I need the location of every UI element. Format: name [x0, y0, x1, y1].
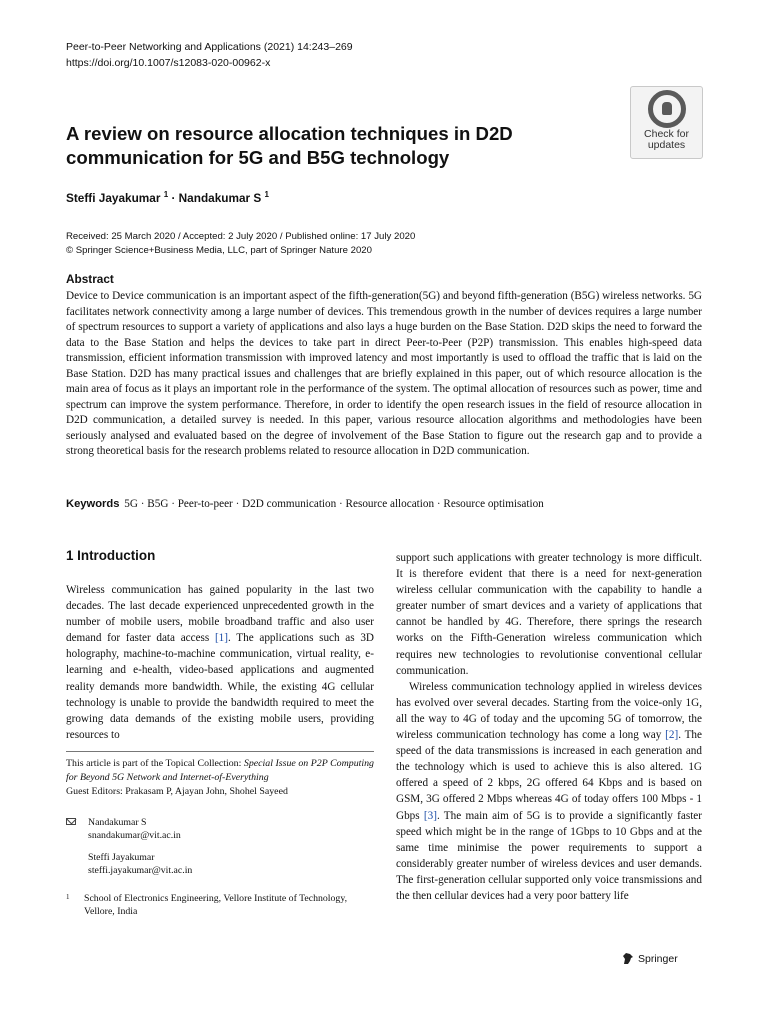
contact-email[interactable]: snandakumar@vit.ac.in — [88, 830, 181, 841]
affiliation: School of Electronics Engineering, Vellore Institute of Technology, Vellore, India — [84, 893, 348, 917]
body-paragraph: support such applications with greater technology is more difficult. It is therefore evident that there is a need for next-generation wireless cellular communication with the capability to handle a greater number of smart devices and a variety of applications that cannot be handled by 4G. Therefore, there springs the research works on the Fifth-Generation wireless communication which requires new technologies to revolutionise conventional cellular communication. — [396, 552, 702, 677]
author-affiliation-ref: 1 — [264, 190, 269, 199]
section-heading: 1 Introduction — [66, 548, 156, 563]
paper-title: A review on resource allocation techniques in D2D communication for 5G and B5G technology — [66, 123, 513, 168]
corresponding-author — [88, 816, 181, 842]
publisher-logo — [622, 952, 678, 965]
author-affiliation-ref: 1 — [163, 190, 169, 199]
keywords — [66, 498, 702, 510]
body-text: . The applications such as 3D holography, machine-to-machine communication, virtual reality, e-learning and e-health, video-based applications and augmented reality demands more bandwidth. While, the existing 4G cellular technology is unable to provide the bandwidth required to meet the growing data demands of the existing mobile users, providing resources to — [66, 632, 374, 741]
abstract-heading: Abstract — [66, 272, 114, 286]
citation-link[interactable]: [3] — [423, 809, 437, 822]
copyright-line: © Springer Science+Business Media, LLC, part of Springer Nature 2020 — [66, 245, 372, 256]
publisher-name: Springer — [638, 952, 678, 965]
footnote-divider — [66, 751, 374, 752]
guest-editors: Guest Editors: Prakasam P, Ajayan John, Shohel Sayeed — [66, 786, 288, 797]
springer-horse-icon — [622, 952, 634, 965]
topical-text: This article is part of the Topical Collection: — [66, 758, 244, 769]
keywords-list: 5G · B5G · Peer-to-peer · D2D communication · Resource allocation · Resource optimisation — [124, 498, 544, 510]
author-name: Nandakumar S — [178, 190, 262, 205]
contact-name: Steffi Jayakumar — [88, 852, 155, 863]
body-text: . The speed of the data transmissions is increased in each generation and the technology which is used to achieve this is also altered. 1G offered a speed of 2 kbps, 2G offered 64 Kbps and is based on GSM, 3G offered 2 Mbps whereas 4G of today offers 100 Mbps - 1 Gbps — [396, 729, 702, 822]
topical-collection-note — [66, 757, 374, 799]
topical-collection-name: Special Issue on P2P Computing for Beyond 5G Network and Internet-of-Everything — [66, 758, 374, 783]
body-text: . The main aim of 5G is to provide a significantly faster speed which might be in the range of 1Gbps to 10 Gbps and at the same time minimise the power requirements to support a considerably greater number of wireless devices and user demands. The first-generation cellular supported only voice transmissions and the then cellular devices had a very poor battery life — [396, 809, 703, 902]
keywords-label: Keywords — [66, 498, 120, 510]
citation-link[interactable]: [2] — [665, 729, 679, 742]
affiliation-number: 1 — [66, 893, 70, 901]
publication-dates — [66, 230, 415, 258]
journal-header — [66, 39, 353, 71]
body-text: Wireless communication has gained popularity in the last two decades. The last decade experienced unprecedented growth in the number of mobile users, mobile broadband traffic and also user demand for faster data access — [66, 584, 374, 645]
author-name: Steffi Jayakumar — [66, 190, 161, 205]
contact-email[interactable]: steffi.jayakumar@vit.ac.in — [88, 865, 193, 876]
check-for-updates-badge[interactable] — [630, 86, 703, 159]
co-author-contact — [88, 851, 192, 877]
body-text: Wireless communication technology applied in wireless devices has evolved over several decades. Starting from the voice-only 1G, all the way to 4G of today and the upcoming 5G of tomorrow, the wireless communication technology has come a long way — [396, 680, 702, 742]
author-list — [66, 190, 269, 205]
author-separator: · — [171, 190, 176, 205]
body-column-left — [66, 582, 374, 743]
abstract-text: Device to Device communication is an important aspect of the fifth-generation(5G) and beyond fifth-generation (B5G) wireless networks. 5G facilitates network connectivity among a large number of devices. This tremendous growth in the number of devices requires a large number of spectrum resources to support a variety of applications and also lays a huge burden on the Base Station. D2D skips the need to forward the data to the Base Station and helps the devices to take part in direct Peer-to-Peer (P2P) transmission. This enables high-speed data transmission, efficient information transmission with improved latency and most importantly is used to offload the traffic that is laid on the Base Station. D2D has many practical issues and challenges that are briefly explained in this paper, out of which resource allocation is the main area of focus as it plays an important role in the performance of the system. The optimal allocation of resources such as power, time and spectrum can improve the system performance. Therefore, in order to identify the open research issues in the field of resource allocation in D2D communication, a detailed survey is needed. In this paper, various resource allocation algorithms and methodologies have been seriously analysed and evaluated based on the degree of involvement of the Base Station to figure out the research gap and to provide a strong theoretical basis for the research problems related to resource allocation in D2D communication. — [66, 290, 702, 457]
doi-link[interactable]: https://doi.org/10.1007/s12083-020-00962-x — [66, 57, 271, 69]
contact-name: Nandakumar S — [88, 817, 147, 828]
body-column-right — [396, 550, 702, 904]
history-dates: Received: 25 March 2020 / Accepted: 2 July 2020 / Published online: 17 July 2020 — [66, 231, 416, 242]
journal-citation: Peer-to-Peer Networking and Applications (2021) 14:243–269 — [66, 41, 353, 53]
bookmark-icon — [648, 90, 686, 128]
body-paragraph — [396, 679, 702, 904]
check-for-updates-label: Check for updates — [644, 128, 689, 151]
citation-link[interactable]: [1] — [214, 632, 228, 645]
envelope-icon — [66, 818, 76, 825]
